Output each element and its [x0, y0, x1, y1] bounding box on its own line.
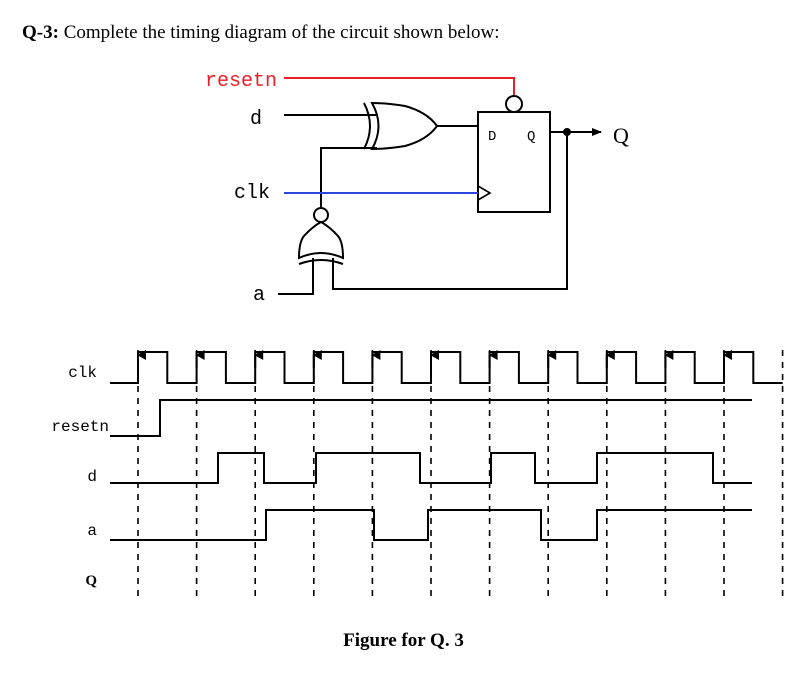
timing-label-q: Q — [85, 573, 97, 589]
ff-q-pin: Q — [527, 129, 536, 145]
timing-label-resetn: resetn — [51, 418, 109, 436]
xnor-gate — [299, 208, 343, 264]
clk-waveform — [110, 352, 783, 383]
resetn-waveform — [110, 400, 752, 436]
d-waveform — [110, 453, 752, 483]
timing-diagram — [51, 350, 782, 600]
question-number: Q-3: — [22, 22, 59, 43]
ff-d-pin: D — [488, 129, 497, 145]
output-q-label: Q — [613, 123, 629, 148]
timing-label-clk: clk — [68, 364, 97, 382]
d-flipflop — [478, 112, 550, 212]
xnor-to-xor-wire — [321, 148, 377, 207]
q-junction — [563, 128, 571, 136]
timing-label-a: a — [87, 522, 97, 540]
circuit-schematic — [205, 70, 629, 307]
question-body: Complete the timing diagram of the circuit shown below: — [58, 22, 500, 43]
resetn-label: resetn — [205, 70, 278, 93]
clk-label: clk — [234, 182, 271, 205]
timing-label-d: d — [87, 468, 97, 486]
a-wire — [278, 258, 313, 294]
reset-bubble — [506, 96, 522, 112]
d-label: d — [250, 108, 263, 131]
resetn-wire — [284, 78, 514, 95]
figure-caption: Figure for Q. 3 — [343, 630, 464, 651]
a-label: a — [253, 284, 266, 307]
xor-gate — [364, 103, 437, 149]
